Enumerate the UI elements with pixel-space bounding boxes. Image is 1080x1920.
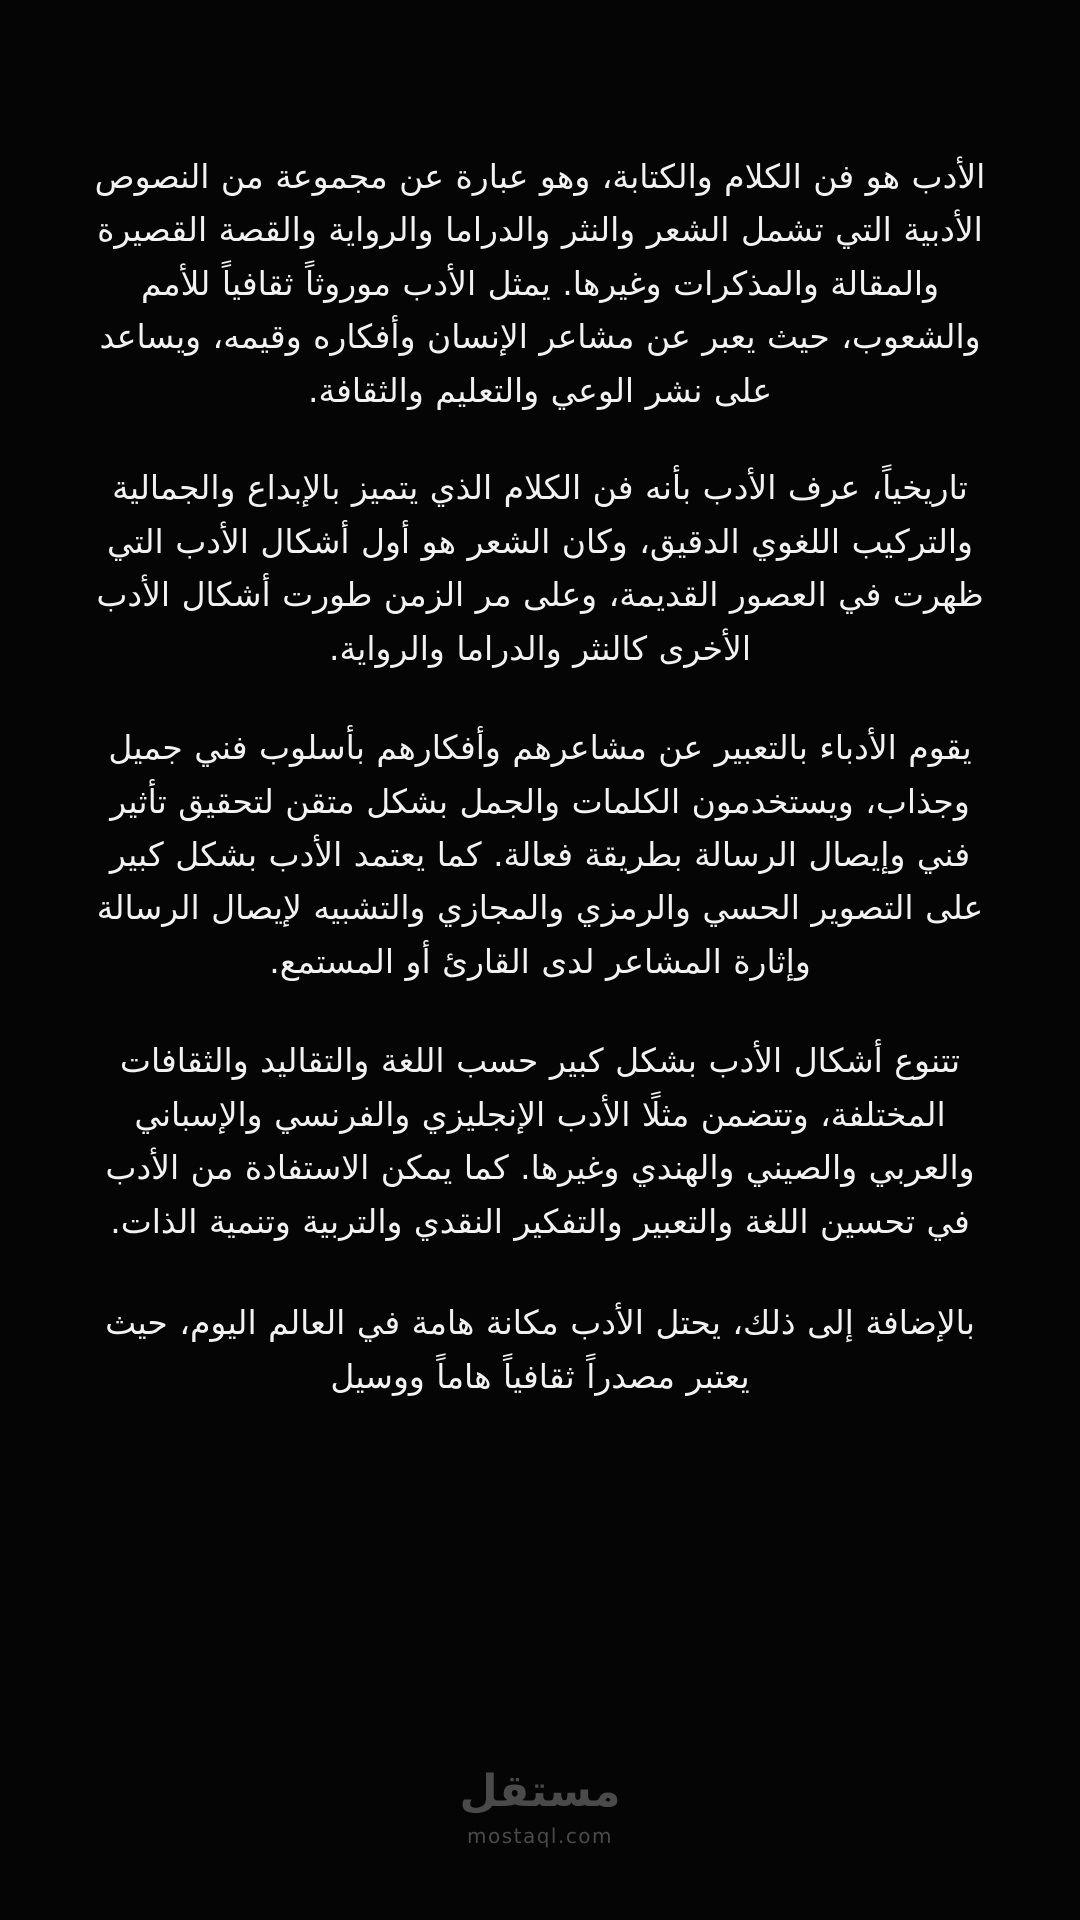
paragraph-5: بالإضافة إلى ذلك، يحتل الأدب مكانة هامة في العالم اليوم، حيث يعتبر مصدراً ثقافياً هاماً ووسيل xyxy=(105,1303,975,1396)
brand-url-text: mostaql.com xyxy=(466,1824,614,1848)
paragraph-4: تتنوع أشكال الأدب بشكل كبير حسب اللغة والتقاليد والثقافات المختلفة، وتتضمن مثلًا الأدب الإنجليزي والفرنسي والإسباني والعربي والصيني والهندي وغيرها. كما يمكن الاستفادة من الأدب في تحسين اللغة والتعبير والتفكير النقدي والتربية وتنمية الذات. xyxy=(105,1041,975,1241)
paragraph-2: تاريخياً، عرف الأدب بأنه فن الكلام الذي يتميز بالإبداع والجمالية والتركيب اللغوي الدقيق، وكان الشعر هو أول أشكال الأدب التي ظهرت في العصور القديمة، وعلى مر الزمن طورت أشكال الأدب الأخرى كالنثر والدراما والرواية. xyxy=(96,468,984,668)
paragraph-3: يقوم الأدباء بالتعبير عن مشاعرهم وأفكارهم بأسلوب فني جميل وجذاب، ويستخدمون الكلمات والجمل بشكل متقن لتحقيق تأثير فني وإيصال الرسالة بطريقة فعالة. كما يعتمد الأدب بشكل كبير على التصوير الحسي والرمزي والمجازي والتشبيه لإيصال الرسالة وإثارة المشاعر لدى القارئ أو المستمع. xyxy=(96,728,984,981)
brand-logo-text: مستقل xyxy=(459,1766,621,1817)
paragraph-1: الأدب هو فن الكلام والكتابة، وهو عبارة عن مجموعة من النصوص الأدبية التي تشمل الشعر والنثر والدراما والرواية والقصة القصيرة والمقالة والمذكرات وغيرها. يمثل الأدب موروثاً ثقافياً للأمم والشعوب، حيث يعبر عن مشاعر الإنسان وأفكاره وقيمه، ويساعد على نشر الوعي والتعليم والثقافة. xyxy=(94,157,986,410)
footer-watermark xyxy=(0,1710,1080,1920)
